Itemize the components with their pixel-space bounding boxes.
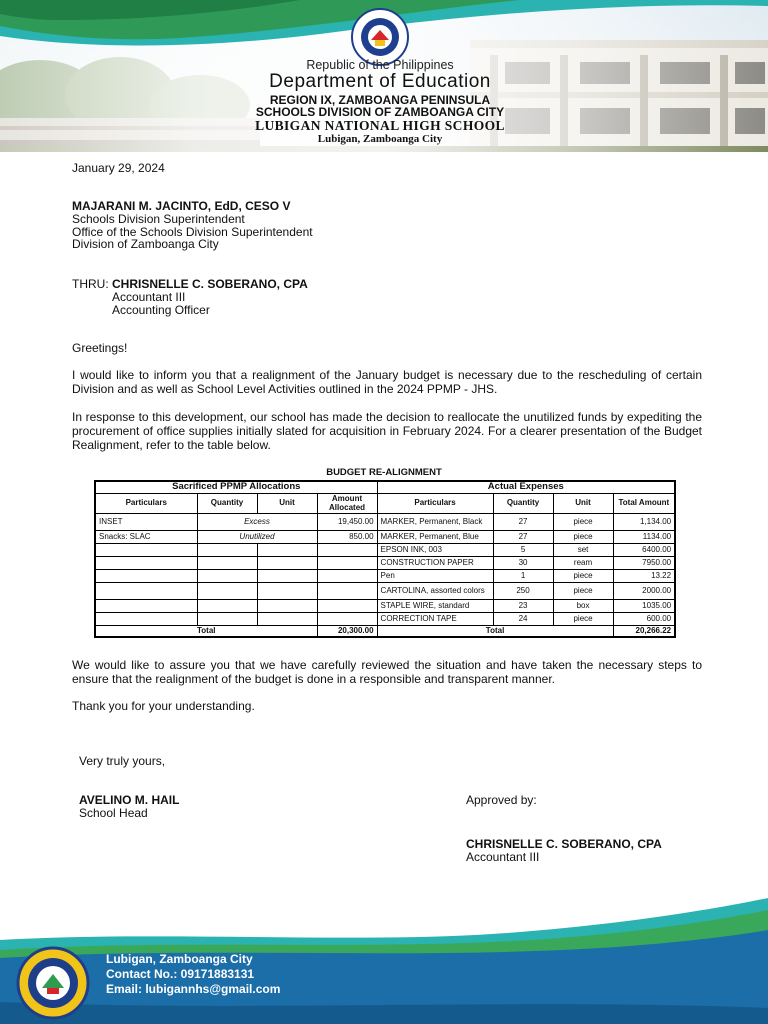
cell	[257, 583, 317, 600]
cell: INSET	[95, 514, 197, 531]
right-total-value: 20,266.22	[613, 626, 675, 638]
cell: 27	[493, 531, 553, 544]
col-header: Unit	[553, 494, 613, 514]
paragraph-2: In response to this development, our school has made the decision to reallocate the unutilized funds by expediting the procurement of office supplies initially slated for acquisition in February 2024. For a clearer presentation of the Budget Realignment, refer to the table below.	[72, 410, 702, 452]
cell	[95, 544, 197, 557]
cell: box	[553, 600, 613, 613]
cell: ream	[553, 557, 613, 570]
signatory-name: AVELINO M. HAIL	[79, 793, 180, 807]
cell: 23	[493, 600, 553, 613]
letterhead	[0, 0, 768, 152]
table-row	[95, 600, 675, 613]
budget-realignment-table	[94, 480, 676, 638]
cell	[257, 557, 317, 570]
approver-name: CHRISNELLE C. SOBERANO, CPA	[466, 837, 662, 851]
thru-title-2: Accounting Officer	[112, 303, 210, 317]
cell	[317, 583, 377, 600]
cell: Excess	[197, 514, 317, 531]
thru-title-1: Accountant III	[112, 290, 186, 304]
school-logo-icon	[16, 946, 90, 1020]
recipient-title: Schools Division Superintendent	[72, 212, 245, 226]
cell: 24	[493, 613, 553, 626]
cell: MARKER, Permanent, Black	[377, 514, 493, 531]
cell	[257, 613, 317, 626]
cell: 600.00	[613, 613, 675, 626]
paragraph-3: We would like to assure you that we have carefully reviewed the situation and have taken the necessary steps to ensure that the realignment of the budget is done in a responsible and transparent manner.	[72, 658, 702, 686]
thru-label: THRU:	[72, 277, 112, 291]
cell: 27	[493, 514, 553, 531]
cell: 30	[493, 557, 553, 570]
right-section-header: Actual Expenses	[377, 481, 675, 494]
cell: 1,134.00	[613, 514, 675, 531]
cell	[197, 544, 257, 557]
right-total-label: Total	[377, 626, 613, 638]
table-section-row	[95, 481, 675, 494]
greeting: Greetings!	[72, 341, 128, 355]
cell: 6400.00	[613, 544, 675, 557]
approved-by-label: Approved by:	[466, 793, 537, 807]
left-total-value: 20,300.00	[317, 626, 377, 638]
cell: piece	[553, 613, 613, 626]
cell: 1	[493, 570, 553, 583]
cell: Pen	[377, 570, 493, 583]
cell	[317, 570, 377, 583]
table-title: BUDGET RE-ALIGNMENT	[326, 467, 442, 478]
table-row	[95, 544, 675, 557]
cell	[317, 613, 377, 626]
cell: EPSON INK, 003	[377, 544, 493, 557]
col-header: Amount Allocated	[317, 494, 377, 514]
table-row	[95, 570, 675, 583]
department-name: Department of Education	[269, 71, 491, 92]
cell: 2000.00	[613, 583, 675, 600]
cell: 250	[493, 583, 553, 600]
division-line: SCHOOLS DIVISION OF ZAMBOANGA CITY	[255, 105, 505, 119]
cell: 1134.00	[613, 531, 675, 544]
table-row	[95, 531, 675, 544]
cell: 5	[493, 544, 553, 557]
cell	[197, 557, 257, 570]
footer-address: Lubigan, Zamboanga City	[106, 952, 253, 966]
cell: CONSTRUCTION PAPER	[377, 557, 493, 570]
table-row	[95, 613, 675, 626]
footer-contact: Contact No.: 09171883131	[106, 967, 255, 981]
cell	[257, 544, 317, 557]
paragraph-1: I would like to inform you that a realignment of the January budget is necessary due to the rescheduling of certain Division and as well as School Level Activities outlined in the 2024 PPMP - JHS.	[72, 368, 702, 396]
cell	[197, 570, 257, 583]
col-header: Quantity	[493, 494, 553, 514]
table-total-row	[95, 626, 675, 638]
cell: CORRECTION TAPE	[377, 613, 493, 626]
col-header: Total Amount	[613, 494, 675, 514]
cell: CARTOLINA, assorted colors	[377, 583, 493, 600]
cell: STAPLE WIRE, standard	[377, 600, 493, 613]
thru-name: CHRISNELLE C. SOBERANO, CPA	[112, 277, 308, 291]
cell: piece	[553, 570, 613, 583]
col-header: Quantity	[197, 494, 257, 514]
cell	[197, 583, 257, 600]
left-section-header: Sacrificed PPMP Allocations	[95, 481, 377, 494]
cell	[197, 613, 257, 626]
cell	[257, 570, 317, 583]
recipient-division: Division of Zamboanga City	[72, 237, 219, 251]
cell	[95, 600, 197, 613]
thanks-line: Thank you for your understanding.	[72, 699, 255, 713]
table-row	[95, 514, 675, 531]
letter-date: January 29, 2024	[72, 161, 165, 175]
republic-line: Republic of the Philippines	[306, 58, 454, 72]
signatory-title: School Head	[79, 806, 148, 820]
approver-title: Accountant III	[466, 850, 540, 864]
school-location: Lubigan, Zamboanga City	[317, 133, 443, 145]
cell	[257, 600, 317, 613]
cell: 850.00	[317, 531, 377, 544]
col-header: Particulars	[377, 494, 493, 514]
cell: MARKER, Permanent, Blue	[377, 531, 493, 544]
table-header-row	[95, 494, 675, 514]
recipient-name: MAJARANI M. JACINTO, EdD, CESO V	[72, 199, 291, 213]
cell	[197, 600, 257, 613]
cell	[95, 583, 197, 600]
cell: set	[553, 544, 613, 557]
cell: piece	[553, 514, 613, 531]
cell	[95, 570, 197, 583]
table-row	[95, 583, 675, 600]
cell: piece	[553, 583, 613, 600]
cell	[95, 613, 197, 626]
cell	[317, 600, 377, 613]
table-row	[95, 557, 675, 570]
cell: 1035.00	[613, 600, 675, 613]
closing: Very truly yours,	[79, 754, 166, 768]
col-header: Particulars	[95, 494, 197, 514]
thru-line	[72, 278, 308, 291]
cell: 13.22	[613, 570, 675, 583]
cell: 19,450.00	[317, 514, 377, 531]
school-name: LUBIGAN NATIONAL HIGH SCHOOL	[255, 118, 505, 133]
region-line: REGION IX, ZAMBOANGA PENINSULA	[269, 93, 491, 107]
cell: piece	[553, 531, 613, 544]
col-header: Unit	[257, 494, 317, 514]
letter-footer	[0, 890, 768, 1024]
left-total-label: Total	[95, 626, 317, 638]
cell: 7950.00	[613, 557, 675, 570]
footer-email: Email: lubigannhs@gmail.com	[106, 982, 281, 996]
cell	[317, 544, 377, 557]
cell	[317, 557, 377, 570]
cell: Snacks: SLAC	[95, 531, 197, 544]
cell: Unutilized	[197, 531, 317, 544]
recipient-office: Office of the Schools Division Superintendent	[72, 225, 313, 239]
cell	[95, 557, 197, 570]
